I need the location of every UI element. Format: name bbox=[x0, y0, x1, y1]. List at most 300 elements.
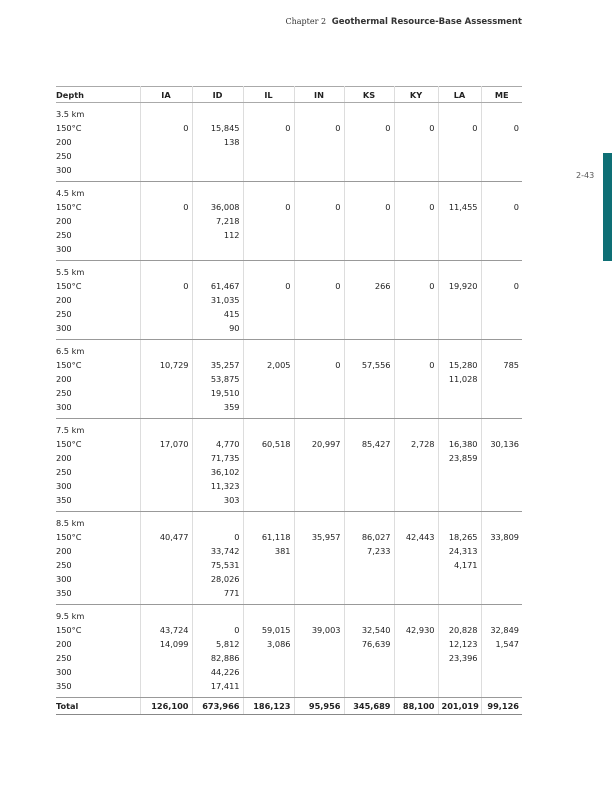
value-cell bbox=[394, 340, 438, 419]
cell-value bbox=[348, 321, 391, 335]
cell-value: 82,886 bbox=[210, 653, 240, 663]
cell-value bbox=[348, 293, 391, 307]
cell-value bbox=[247, 163, 291, 177]
depth-label: 350 bbox=[56, 495, 72, 505]
value-cell bbox=[394, 182, 438, 261]
cell-value bbox=[298, 135, 341, 149]
cell-value: 415 bbox=[223, 309, 240, 319]
cell-value bbox=[348, 609, 391, 623]
cell-value bbox=[144, 451, 189, 465]
cell-value bbox=[144, 265, 189, 279]
cell-value: 42,930 bbox=[405, 625, 435, 635]
cell-value bbox=[398, 637, 435, 651]
column-header-id: ID bbox=[192, 87, 243, 103]
value-cell bbox=[243, 340, 294, 419]
cell-value bbox=[298, 186, 341, 200]
depth-label: 250 bbox=[56, 467, 72, 477]
value-cell bbox=[243, 419, 294, 512]
cell-value: 33,809 bbox=[490, 532, 519, 542]
depth-label: 300 bbox=[56, 667, 72, 677]
depth-label: 150°C bbox=[56, 439, 82, 449]
cell-value bbox=[298, 558, 341, 572]
cell-value bbox=[144, 149, 189, 163]
depth-labels bbox=[56, 182, 140, 261]
cell-value bbox=[398, 265, 435, 279]
value-cell bbox=[243, 103, 294, 182]
cell-value: 3,086 bbox=[267, 639, 291, 649]
cell-value: 14,099 bbox=[159, 639, 189, 649]
value-cell bbox=[243, 182, 294, 261]
depth-label: 7.5 km bbox=[56, 425, 85, 435]
cell-value bbox=[398, 372, 435, 386]
cell-value: 0 bbox=[234, 625, 240, 635]
cell-value bbox=[348, 149, 391, 163]
cell-value: 0 bbox=[385, 202, 391, 212]
value-cell bbox=[481, 340, 522, 419]
cell-value bbox=[196, 344, 240, 358]
cell-value bbox=[442, 265, 478, 279]
value-cell bbox=[294, 512, 344, 605]
cell-value bbox=[196, 265, 240, 279]
value-cell bbox=[344, 512, 394, 605]
cell-value bbox=[298, 386, 341, 400]
depth-label: 9.5 km bbox=[56, 611, 85, 621]
cell-value bbox=[442, 465, 478, 479]
depth-label: 200 bbox=[56, 546, 72, 556]
value-cell bbox=[140, 103, 192, 182]
cell-value bbox=[398, 451, 435, 465]
cell-value bbox=[144, 344, 189, 358]
cell-value bbox=[485, 451, 520, 465]
cell-value: 1,547 bbox=[495, 639, 519, 649]
cell-value bbox=[144, 372, 189, 386]
cell-value bbox=[348, 665, 391, 679]
cell-value: 32,849 bbox=[490, 625, 519, 635]
depth-labels bbox=[56, 103, 140, 182]
cell-value: 0 bbox=[513, 123, 519, 133]
cell-value bbox=[398, 321, 435, 335]
value-cell bbox=[394, 261, 438, 340]
cell-value: 771 bbox=[223, 588, 240, 598]
cell-value bbox=[247, 558, 291, 572]
cell-value bbox=[348, 451, 391, 465]
chapter-title: Geothermal Resource-Base Assessment bbox=[331, 17, 522, 27]
cell-value bbox=[485, 465, 520, 479]
cell-value: 33,742 bbox=[210, 546, 240, 556]
cell-value bbox=[144, 386, 189, 400]
column-header-ky: KY bbox=[394, 87, 438, 103]
value-cell bbox=[394, 512, 438, 605]
cell-value bbox=[247, 321, 291, 335]
cell-value bbox=[442, 107, 478, 121]
cell-value bbox=[398, 163, 435, 177]
cell-value bbox=[247, 186, 291, 200]
cell-value bbox=[144, 544, 189, 558]
value-cell bbox=[192, 261, 243, 340]
value-cell bbox=[438, 182, 481, 261]
cell-value: 2,005 bbox=[267, 360, 291, 370]
chapter-label: Chapter 2 bbox=[285, 17, 327, 26]
cell-value bbox=[485, 558, 520, 572]
cell-value bbox=[485, 344, 520, 358]
cell-value bbox=[485, 163, 520, 177]
cell-value bbox=[398, 214, 435, 228]
cell-value bbox=[398, 107, 435, 121]
cell-value bbox=[398, 293, 435, 307]
cell-value bbox=[298, 293, 341, 307]
cell-value bbox=[144, 423, 189, 437]
depth-section-row bbox=[56, 512, 522, 605]
value-cell bbox=[344, 182, 394, 261]
cell-value bbox=[144, 516, 189, 530]
cell-value: 86,027 bbox=[361, 532, 391, 542]
depth-label: 300 bbox=[56, 574, 72, 584]
cell-value bbox=[298, 423, 341, 437]
cell-value bbox=[196, 609, 240, 623]
cell-value bbox=[485, 372, 520, 386]
cell-value: 35,257 bbox=[210, 360, 240, 370]
cell-value bbox=[398, 149, 435, 163]
cell-value: 0 bbox=[472, 123, 478, 133]
cell-value: 0 bbox=[183, 202, 189, 212]
depth-label: 150°C bbox=[56, 532, 82, 542]
cell-value bbox=[398, 400, 435, 414]
depth-label: 350 bbox=[56, 588, 72, 598]
resource-base-table bbox=[56, 86, 522, 715]
depth-label: 150°C bbox=[56, 123, 82, 133]
cell-value bbox=[298, 465, 341, 479]
cell-value bbox=[398, 186, 435, 200]
depth-label: 300 bbox=[56, 165, 72, 175]
cell-value bbox=[398, 609, 435, 623]
value-cell bbox=[192, 605, 243, 698]
column-header-in: IN bbox=[294, 87, 344, 103]
column-header-ia: IA bbox=[140, 87, 192, 103]
cell-value bbox=[247, 679, 291, 693]
cell-value bbox=[298, 400, 341, 414]
cell-value bbox=[247, 451, 291, 465]
cell-value bbox=[398, 558, 435, 572]
value-cell bbox=[192, 340, 243, 419]
cell-value bbox=[247, 651, 291, 665]
cell-value bbox=[144, 665, 189, 679]
cell-value: 7,233 bbox=[367, 546, 391, 556]
cell-value bbox=[144, 493, 189, 507]
depth-section-row bbox=[56, 419, 522, 512]
cell-value bbox=[144, 228, 189, 242]
cell-value bbox=[144, 186, 189, 200]
value-cell bbox=[294, 340, 344, 419]
cell-value: 15,280 bbox=[448, 360, 478, 370]
value-cell bbox=[243, 512, 294, 605]
cell-value: 0 bbox=[429, 123, 435, 133]
cell-value bbox=[196, 163, 240, 177]
depth-label: 300 bbox=[56, 481, 72, 491]
cell-value bbox=[298, 163, 341, 177]
depth-label: 3.5 km bbox=[56, 109, 85, 119]
cell-value bbox=[348, 372, 391, 386]
cell-value bbox=[442, 344, 478, 358]
cell-value bbox=[398, 665, 435, 679]
cell-value bbox=[348, 493, 391, 507]
cell-value bbox=[144, 465, 189, 479]
cell-value bbox=[298, 321, 341, 335]
depth-label: 250 bbox=[56, 560, 72, 570]
cell-value bbox=[398, 242, 435, 256]
depth-label: 200 bbox=[56, 295, 72, 305]
column-header-la: LA bbox=[438, 87, 481, 103]
cell-value: 785 bbox=[503, 360, 519, 370]
cell-value bbox=[442, 321, 478, 335]
cell-value bbox=[298, 149, 341, 163]
cell-value bbox=[348, 679, 391, 693]
cell-value bbox=[485, 423, 520, 437]
cell-value bbox=[298, 516, 341, 530]
depth-section-row bbox=[56, 261, 522, 340]
cell-value bbox=[442, 242, 478, 256]
cell-value: 42,443 bbox=[405, 532, 435, 542]
cell-value bbox=[348, 186, 391, 200]
cell-value bbox=[348, 465, 391, 479]
cell-value bbox=[398, 586, 435, 600]
cell-value: 85,427 bbox=[361, 439, 391, 449]
cell-value bbox=[485, 609, 520, 623]
cell-value bbox=[144, 651, 189, 665]
depth-label: 200 bbox=[56, 216, 72, 226]
cell-value bbox=[144, 242, 189, 256]
cell-value bbox=[298, 665, 341, 679]
cell-value: 0 bbox=[429, 281, 435, 291]
cell-value bbox=[298, 242, 341, 256]
cell-value: 28,026 bbox=[210, 574, 240, 584]
cell-value: 10,729 bbox=[159, 360, 189, 370]
cell-value bbox=[298, 572, 341, 586]
cell-value bbox=[442, 423, 478, 437]
cell-value bbox=[485, 493, 520, 507]
value-cell bbox=[140, 512, 192, 605]
cell-value bbox=[348, 242, 391, 256]
cell-value: 5,812 bbox=[216, 639, 240, 649]
cell-value: 2,728 bbox=[411, 439, 435, 449]
value-cell bbox=[438, 340, 481, 419]
cell-value: 40,477 bbox=[159, 532, 189, 542]
cell-value: 11,323 bbox=[210, 481, 240, 491]
cell-value: 0 bbox=[335, 281, 341, 291]
cell-value bbox=[247, 400, 291, 414]
cell-value bbox=[247, 586, 291, 600]
value-cell bbox=[481, 419, 522, 512]
total-value: 345,689 bbox=[344, 698, 394, 715]
depth-label: 300 bbox=[56, 402, 72, 412]
depth-label: 250 bbox=[56, 388, 72, 398]
cell-value bbox=[196, 107, 240, 121]
value-cell bbox=[243, 261, 294, 340]
cell-value: 0 bbox=[385, 123, 391, 133]
cell-value bbox=[442, 386, 478, 400]
cell-value bbox=[442, 516, 478, 530]
cell-value: 138 bbox=[223, 137, 240, 147]
cell-value: 0 bbox=[285, 281, 291, 291]
cell-value bbox=[485, 293, 520, 307]
depth-label: 200 bbox=[56, 374, 72, 384]
depth-section-row bbox=[56, 182, 522, 261]
cell-value bbox=[442, 586, 478, 600]
cell-value bbox=[485, 665, 520, 679]
cell-value: 0 bbox=[183, 123, 189, 133]
cell-value bbox=[196, 516, 240, 530]
value-cell bbox=[294, 261, 344, 340]
cell-value: 30,136 bbox=[490, 439, 519, 449]
total-value: 99,126 bbox=[481, 698, 522, 715]
cell-value: 0 bbox=[183, 281, 189, 291]
cell-value: 0 bbox=[335, 202, 341, 212]
cell-value: 24,313 bbox=[448, 546, 478, 556]
cell-value bbox=[298, 228, 341, 242]
cell-value: 32,540 bbox=[361, 625, 391, 635]
value-cell bbox=[438, 419, 481, 512]
cell-value bbox=[247, 386, 291, 400]
cell-value: 381 bbox=[274, 546, 291, 556]
total-value: 126,100 bbox=[140, 698, 192, 715]
cell-value bbox=[398, 344, 435, 358]
cell-value bbox=[144, 214, 189, 228]
value-cell bbox=[481, 605, 522, 698]
cell-value bbox=[348, 558, 391, 572]
cell-value: 4,171 bbox=[454, 560, 478, 570]
cell-value bbox=[144, 321, 189, 335]
cell-value bbox=[247, 293, 291, 307]
cell-value: 20,828 bbox=[448, 625, 478, 635]
cell-value bbox=[442, 149, 478, 163]
cell-value bbox=[298, 451, 341, 465]
cell-value bbox=[348, 107, 391, 121]
cell-value: 15,845 bbox=[210, 123, 240, 133]
cell-value bbox=[196, 423, 240, 437]
cell-value bbox=[442, 228, 478, 242]
cell-value: 53,875 bbox=[210, 374, 240, 384]
cell-value bbox=[298, 679, 341, 693]
depth-label: 4.5 km bbox=[56, 188, 85, 198]
cell-value: 76,639 bbox=[361, 639, 391, 649]
total-value: 186,123 bbox=[243, 698, 294, 715]
value-cell bbox=[438, 605, 481, 698]
depth-label: 350 bbox=[56, 681, 72, 691]
depth-label: 250 bbox=[56, 230, 72, 240]
cell-value bbox=[442, 400, 478, 414]
cell-value bbox=[196, 242, 240, 256]
cell-value bbox=[398, 493, 435, 507]
column-header-me: ME bbox=[481, 87, 522, 103]
running-header bbox=[286, 17, 523, 27]
cell-value: 11,455 bbox=[448, 202, 478, 212]
cell-value bbox=[442, 307, 478, 321]
cell-value bbox=[298, 651, 341, 665]
cell-value bbox=[247, 479, 291, 493]
depth-labels bbox=[56, 340, 140, 419]
depth-label: 150°C bbox=[56, 360, 82, 370]
cell-value bbox=[144, 558, 189, 572]
cell-value bbox=[298, 493, 341, 507]
cell-value: 0 bbox=[234, 532, 240, 542]
cell-value: 36,008 bbox=[210, 202, 240, 212]
cell-value bbox=[247, 493, 291, 507]
depth-label: 5.5 km bbox=[56, 267, 85, 277]
cell-value bbox=[247, 572, 291, 586]
column-header-depth: Depth bbox=[56, 87, 140, 103]
depth-section-row bbox=[56, 340, 522, 419]
cell-value bbox=[398, 544, 435, 558]
value-cell bbox=[394, 605, 438, 698]
cell-value bbox=[485, 186, 520, 200]
cell-value bbox=[348, 400, 391, 414]
cell-value bbox=[247, 214, 291, 228]
page-number: 2-43 bbox=[576, 171, 595, 180]
cell-value bbox=[442, 679, 478, 693]
cell-value bbox=[247, 265, 291, 279]
depth-label: 150°C bbox=[56, 202, 82, 212]
cell-value bbox=[485, 135, 520, 149]
cell-value: 0 bbox=[335, 360, 341, 370]
cell-value bbox=[298, 344, 341, 358]
cell-value bbox=[348, 307, 391, 321]
depth-label: 150°C bbox=[56, 625, 82, 635]
value-cell bbox=[140, 605, 192, 698]
cell-value bbox=[485, 307, 520, 321]
cell-value bbox=[398, 679, 435, 693]
total-value: 95,956 bbox=[294, 698, 344, 715]
cell-value bbox=[348, 135, 391, 149]
depth-label: 300 bbox=[56, 244, 72, 254]
depth-label: 250 bbox=[56, 309, 72, 319]
cell-value bbox=[298, 637, 341, 651]
column-header-ks: KS bbox=[344, 87, 394, 103]
cell-value bbox=[442, 135, 478, 149]
cell-value: 39,003 bbox=[311, 625, 341, 635]
depth-label: 200 bbox=[56, 639, 72, 649]
cell-value: 20,997 bbox=[311, 439, 341, 449]
cell-value bbox=[247, 465, 291, 479]
cell-value: 19,510 bbox=[210, 388, 240, 398]
cell-value bbox=[298, 609, 341, 623]
cell-value bbox=[485, 479, 520, 493]
cell-value bbox=[442, 163, 478, 177]
cell-value: 71,735 bbox=[210, 453, 240, 463]
cell-value bbox=[485, 228, 520, 242]
cell-value bbox=[485, 586, 520, 600]
cell-value: 57,556 bbox=[361, 360, 391, 370]
value-cell bbox=[481, 182, 522, 261]
depth-label: 150°C bbox=[56, 281, 82, 291]
cell-value: 61,467 bbox=[210, 281, 240, 291]
cell-value: 112 bbox=[223, 230, 240, 240]
value-cell bbox=[438, 512, 481, 605]
value-cell bbox=[344, 340, 394, 419]
cell-value bbox=[144, 586, 189, 600]
cell-value bbox=[485, 265, 520, 279]
depth-labels bbox=[56, 261, 140, 340]
cell-value bbox=[485, 572, 520, 586]
total-value: 673,966 bbox=[192, 698, 243, 715]
cell-value bbox=[144, 479, 189, 493]
depth-labels bbox=[56, 512, 140, 605]
cell-value bbox=[442, 293, 478, 307]
cell-value bbox=[485, 107, 520, 121]
value-cell bbox=[192, 182, 243, 261]
cell-value bbox=[298, 372, 341, 386]
cell-value bbox=[442, 493, 478, 507]
cell-value: 90 bbox=[229, 323, 240, 333]
value-cell bbox=[294, 103, 344, 182]
